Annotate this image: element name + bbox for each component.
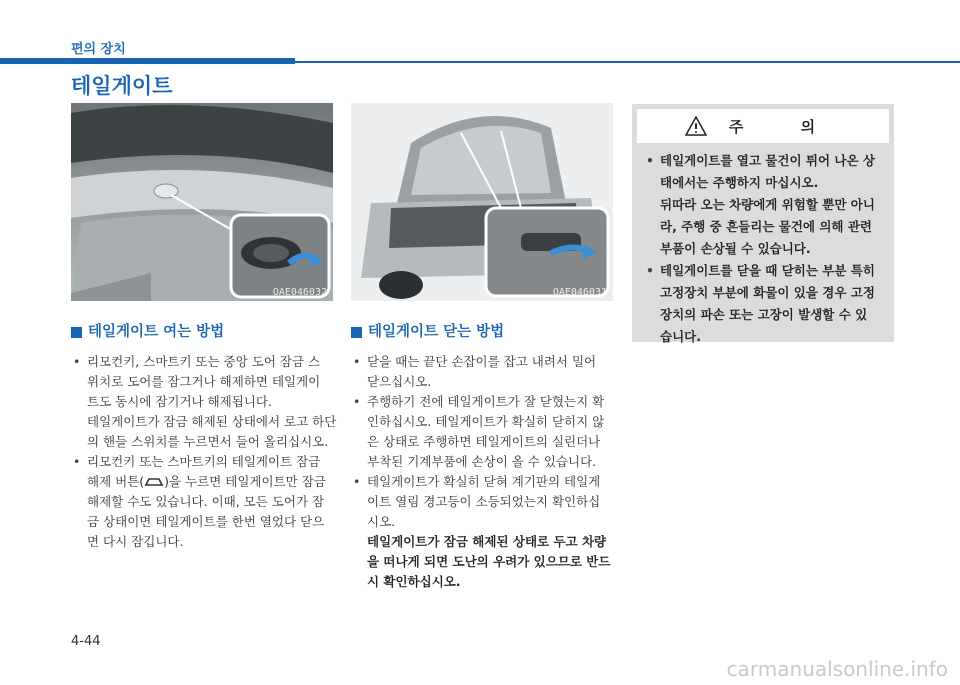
- open-heading: [71, 322, 339, 342]
- list-item: • 테일게이트를 열고 물건이 튀어 나온 상 태에서는 주행하지 마십시오. 뒤따라 오는 차량에게 위험할 뿐만 아니 라, 주행 중 흔들리는 물건에 의해 관련 부품이 손상될 수 있습니다.: [644, 150, 888, 260]
- list-item: • 주행하기 전에 테일게이트가 잘 닫혔는지 확 인하십시오. 테일게이트가 확실히 닫히지 않 은 상태로 주행하면 테일게이트의 실린더나 부착된 기계부품에 손상이 올 수 있습니다.: [351, 392, 619, 472]
- photo-code: OAE046031: [552, 287, 607, 298]
- list-item: • 리모컨키 또는 스마트키의 테일게이트 잠금 해제 버튼( )을 누르면 테일게이트만 잠금 해제할 수도 있습니다. 이때, 모든 도어가 잠 금 상태이면 테일게이트를 한번 열었다 닫으 면 다시 잠깁니다.: [71, 452, 339, 552]
- header-rule: [295, 61, 960, 63]
- tailgate-handle-photo: [71, 103, 333, 301]
- tailgate-unlock-icon: [144, 476, 164, 487]
- list-item: • 닫을 때는 끝단 손잡이를 잡고 내려서 밀어 닫으십시오.: [351, 352, 619, 392]
- watermark: carmanualsonline.info: [726, 657, 948, 681]
- open-section: [71, 322, 339, 552]
- tailgate-open-photo: [351, 103, 613, 301]
- page-number: 4-44: [71, 634, 101, 649]
- close-heading-text: 테일게이트 닫는 방법: [368, 324, 505, 340]
- header-bar: [0, 58, 295, 64]
- list-item: • 테일게이트가 확실히 닫혀 계기판의 테일게 이트 열림 경고등이 소등되었는지 확인하십 시오. 테일게이트가 잠금 해제된 상태로 두고 차량 을 떠나게 되면 도난의 우려가 있으므로 반드 시 확인하십시오.: [351, 472, 619, 592]
- chapter-label: 편의 장치: [71, 42, 126, 57]
- list-item: • 리모컨키, 스마트키 또는 중앙 도어 잠금 스 위치로 도어를 잠그거나 해제하면 테일게이 트도 동시에 잠기거나 해제됩니다. 테일게이트가 잠금 해제된 상태에서 로고 하단 의 핸들 스위치를 누르면서 들어 올리십시오.: [71, 352, 339, 452]
- caution-header: [637, 109, 889, 143]
- photo-code: OAE046032: [272, 287, 327, 298]
- open-heading-text: 테일게이트 여는 방법: [88, 324, 225, 340]
- heading-square-icon: [351, 327, 362, 338]
- heading-square-icon: [71, 327, 82, 338]
- close-heading: [351, 322, 619, 342]
- caution-body: [644, 150, 888, 348]
- list-item: • 테일게이트를 닫을 때 닫히는 부분 특히 고정장치 부분에 화물이 있을 경우 고정 장치의 파손 또는 고장이 발생할 수 있 습니다.: [644, 260, 888, 348]
- warning-triangle-icon: [685, 116, 707, 136]
- page-title: 테일게이트: [71, 74, 173, 98]
- caution-box: [632, 104, 894, 342]
- close-section: [351, 322, 619, 592]
- caution-title: 주 의: [728, 117, 842, 136]
